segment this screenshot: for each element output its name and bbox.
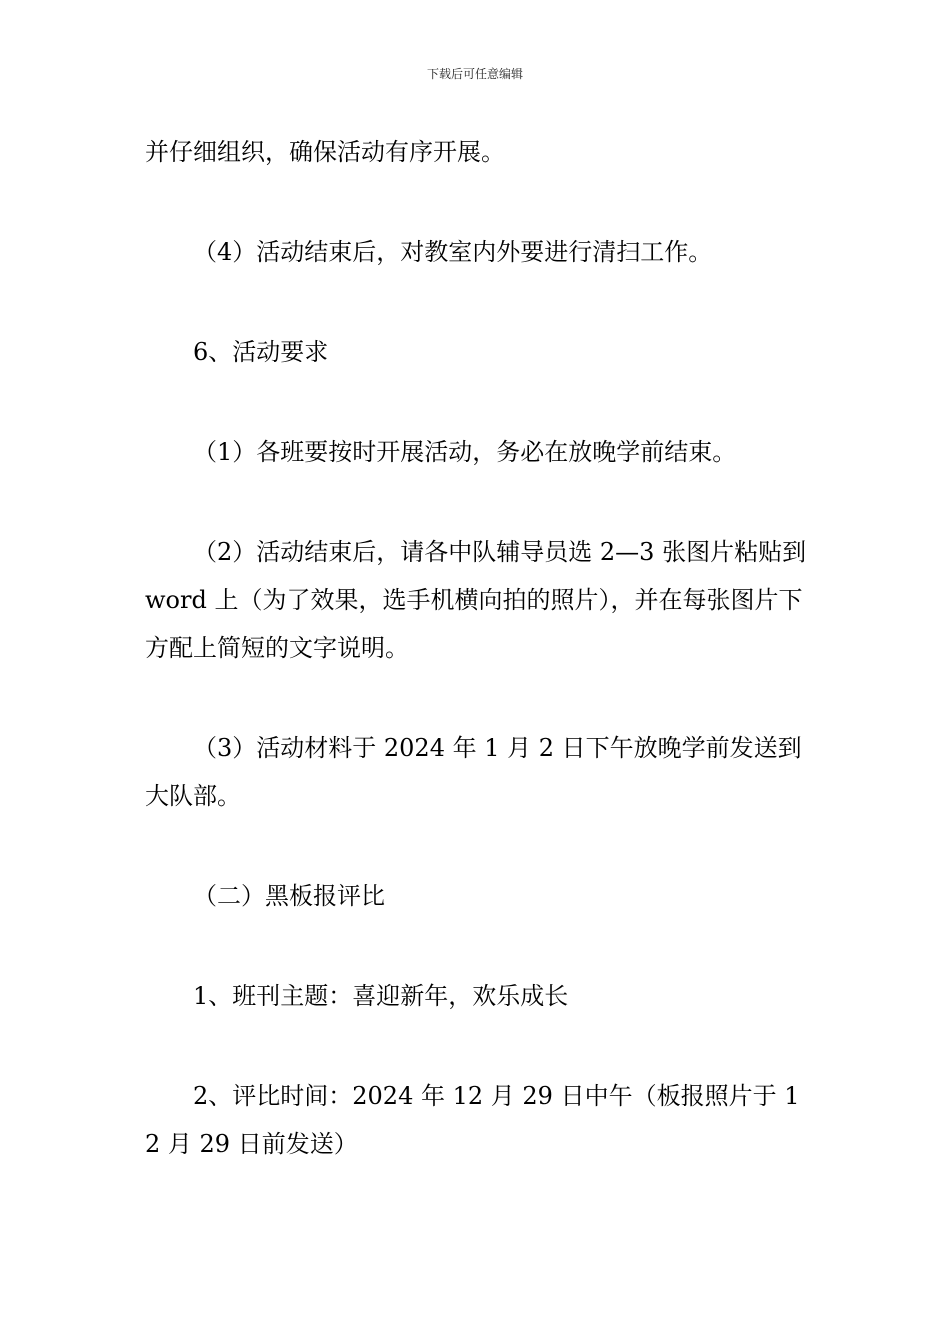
paragraph-item-4-cleanup: （4）活动结束后，对教室内外要进行清扫工作。 <box>193 238 713 266</box>
document-body <box>145 128 814 1168</box>
paragraph-contest-time: 2、评比时间：2024 年 12 月 29 日中午（板报照片于 12 月 29 日前发送） <box>145 1082 800 1158</box>
page-header: 下载后可任意编辑 <box>426 67 523 81</box>
section-heading-blackboard-contest: （二）黑板报评比 <box>193 882 385 910</box>
paragraph-requirement-2: （2）活动结束后，请各中队辅导员选 2—3 张图片粘贴到 word 上（为了效果，选手机横向拍的照片），并在每张图片下方配上简短的文字说明。 <box>145 538 814 662</box>
paragraph-requirement-3: （3）活动材料于 2024 年 1 月 2 日下午放晚学前发送到大队部。 <box>145 734 802 810</box>
section-heading-activity-requirements: 6、活动要求 <box>193 338 329 366</box>
paragraph-contest-theme: 1、班刊主题：喜迎新年，欢乐成长 <box>193 982 569 1010</box>
paragraph-continuation: 并仔细组织，确保活动有序开展。 <box>145 138 505 166</box>
paragraph-requirement-1: （1）各班要按时开展活动，务必在放晚学前结束。 <box>193 438 737 466</box>
